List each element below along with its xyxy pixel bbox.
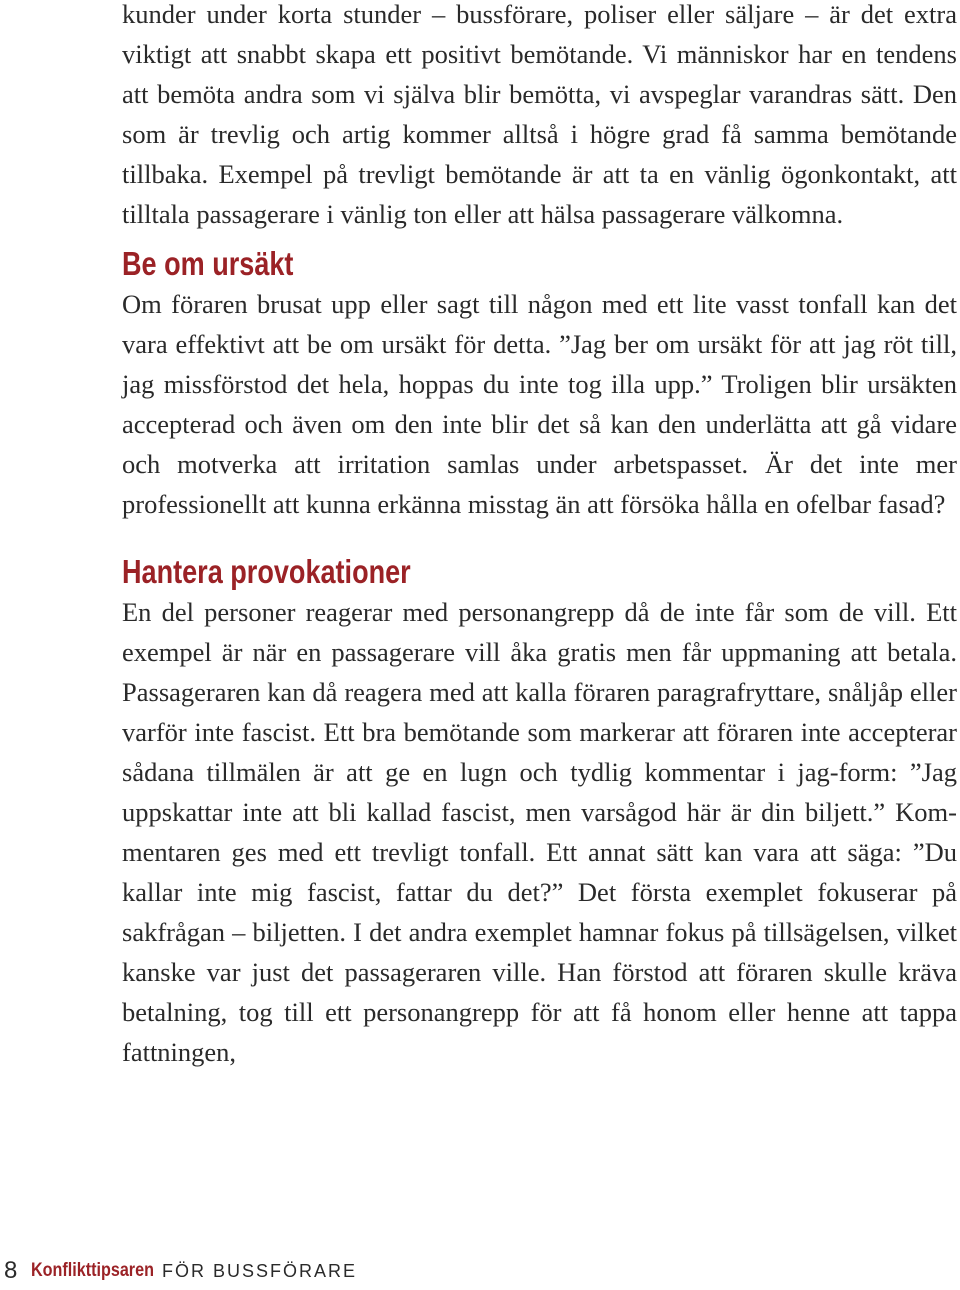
heading-hantera-provokationer: Hantera provokationer xyxy=(122,553,411,590)
page-number: 8 xyxy=(4,1257,18,1284)
page-body xyxy=(122,0,957,1072)
apology-paragraph: Om föraren brusat upp eller sagt till någon med ett lite vasst tonfall kan det vara effektivt att be om ursäkt för detta. ”Jag ber om ursäkt för att jag röt till, jag missförstod det hela, hoppas du inte tog illa upp.” Troligen blir ursäkten accepterad och även om den inte blir det så kan den underlätta att gå vidare och motverka att irritation samlas under arbetspasset. Är det inte mer professionellt att kunna erkänna misstag än att försöka hålla en ofelbar fasad? xyxy=(122,289,957,519)
footer-brand: Konflikttipsaren xyxy=(31,1260,155,1281)
page-footer xyxy=(0,1256,357,1286)
heading-be-om-ursakt: Be om ursäkt xyxy=(122,245,294,282)
intro-paragraph: kunder under korta stunder – bussförare, poliser eller säljare – är det extra viktigt att snabbt skapa ett positivt bemötande. Vi människor har en tendens att bemöta andra som vi själva blir bemötta, vi avspeglar varandras sätt. Den som är trevlig och artig kommer alltså i högre grad få samma bemötande tillbaka. Exempel på trevligt bemötande är att ta en vänlig ögonkontakt, att tilltala passagerare i vänlig ton eller att hälsa passagerare välkomna. xyxy=(122,0,957,229)
footer-subtitle: FÖR BUSSFÖRARE xyxy=(161,1260,358,1281)
provocations-paragraph: En del personer reagerar med personangrepp då de inte får som de vill. Ett exempel är när en passagerare vill åka gratis men får uppmaning att betala. Passageraren kan då reagera med att kalla föraren paragrafryttare, snåljåp eller varför inte fascist. Ett bra bemötande som markerar att föraren inte accepterar sådana tillmälen är att ge en lugn och tydlig kommentar i jag-form: ”Jag uppskattar inte att bli kallad fascist, men varsågod här är din biljett.” Kommentaren ges med ett trevligt tonfall. Ett annat sätt kan vara att säga: ”Du kallar inte mig fascist, fattar du det?” Det första exemplet fokuserar på sakfrågan – biljetten. I det andra exemplet hamnar fokus på tillsägelsen, vilket kanske var just det passageraren ville. Han förstod att föraren skulle kräva betalning, tog till ett personangrepp för att få honom eller henne att tappa fattningen, xyxy=(122,597,957,1067)
